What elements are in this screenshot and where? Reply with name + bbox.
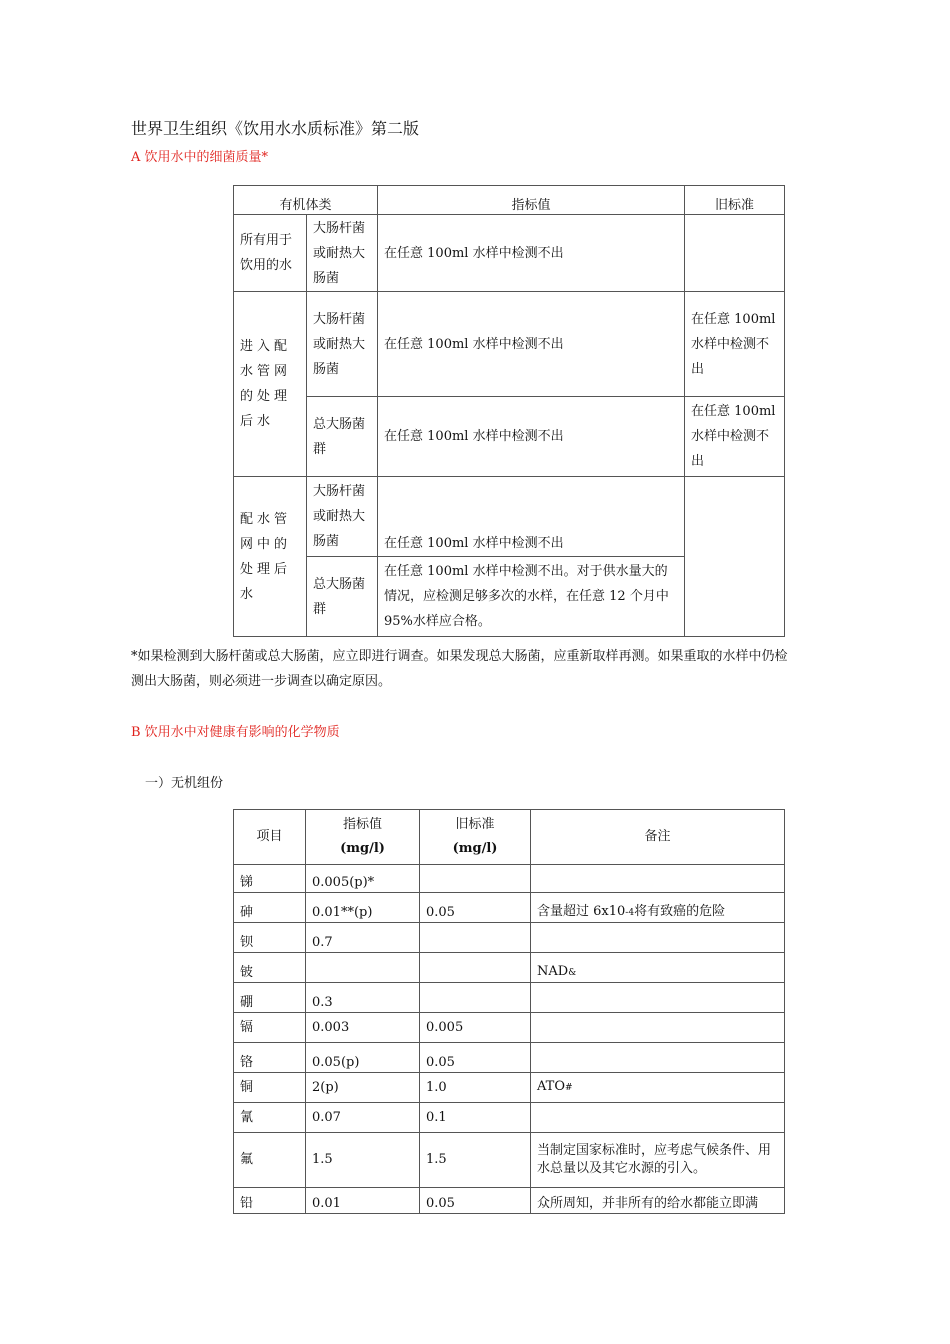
table-row (234, 397, 785, 477)
remark-cell (531, 953, 785, 983)
old-standard-cell: 0.1 (420, 1103, 531, 1133)
remark-cell (531, 923, 785, 953)
table-row (234, 953, 785, 983)
old-standard-cell: 1.5 (420, 1133, 531, 1188)
table-row (234, 983, 785, 1013)
value-cell: 0.05(p) (306, 1043, 420, 1073)
table-row (234, 1073, 785, 1103)
remark-cell (531, 1013, 785, 1043)
value-cell: 在任意 100ml 水样中检测不出。对于供水量大的情况，应检测足够多次的水样，在任意 12 个月中 95%水样应合格。 (378, 557, 685, 637)
value-cell: 0.01 (306, 1188, 420, 1214)
value-cell: 0.003 (306, 1013, 420, 1043)
old-standard-cell (685, 477, 785, 637)
header-old-unit: (mg/l) (452, 841, 498, 856)
value-cell: 0.7 (306, 923, 420, 953)
inorganic-chemicals-table (233, 809, 785, 1214)
document-title: 世界卫生组织《饮用水水质标准》第二版 (131, 119, 420, 138)
section-a-heading: A 饮用水中的细菌质量* (131, 150, 269, 165)
table-header-row (234, 186, 785, 215)
item-cell: 镉 (234, 1013, 306, 1043)
table-row (234, 1013, 785, 1043)
item-cell: 铜 (234, 1073, 306, 1103)
header-organism: 有机体类 (234, 186, 378, 215)
header-value-unit: (mg/l) (340, 841, 385, 856)
value-cell: 在任意 100ml 水样中检测不出 (378, 215, 685, 292)
organism-cell: 总大肠菌群 (307, 397, 378, 477)
value-cell: 在任意 100ml 水样中检测不出 (378, 292, 685, 397)
header-remark: 备注 (531, 810, 785, 865)
value-cell: 0.3 (306, 983, 420, 1013)
table-row (234, 292, 785, 397)
category-cell: 进入配水管网的处理后水 (234, 292, 307, 477)
table-row (234, 1103, 785, 1133)
old-standard-cell (420, 953, 531, 983)
remark-text: 众所周知，并非所有的给水都能立即满 (537, 1196, 759, 1211)
remark-text: 含量超过 6x10 (537, 904, 626, 919)
item-cell: 硼 (234, 983, 306, 1013)
table-row (234, 923, 785, 953)
remark-cell (531, 1103, 785, 1133)
old-standard-cell: 0.05 (420, 1043, 531, 1073)
header-old-standard: 旧标准 (685, 186, 785, 215)
remark-text: ATO (537, 1079, 566, 1094)
value-cell: 0.01**(p) (306, 893, 420, 923)
old-standard-cell: 1.0 (420, 1073, 531, 1103)
organism-cell: 大肠杆菌或耐热大肠菌 (307, 215, 378, 292)
item-cell: 氟 (234, 1133, 306, 1188)
table-row (234, 1188, 785, 1214)
value-cell: 在任意 100ml 水样中检测不出 (378, 477, 685, 557)
table-row (234, 215, 785, 292)
value-cell: 0.005(p)* (306, 865, 420, 893)
value-cell: 0.07 (306, 1103, 420, 1133)
old-standard-cell (420, 923, 531, 953)
bacteria-footnote: *如果检测到大肠杆菌或总大肠菌，应立即进行调查。如果发现总大肠菌，应重新取样再测。如果重取的水样中仍检测出大肠菌，则必须进一步调查以确定原因。 (131, 649, 788, 689)
table-row (234, 1043, 785, 1073)
header-old-label: 旧标准 (455, 817, 495, 832)
value-cell: 1.5 (306, 1133, 420, 1188)
value-cell (306, 953, 420, 983)
header-value: 指标值 (378, 186, 685, 215)
old-standard-cell (420, 983, 531, 1013)
item-cell: 铍 (234, 953, 306, 983)
item-cell: 钡 (234, 923, 306, 953)
bacteria-quality-table (233, 185, 785, 637)
old-standard-cell: 在任意 100ml 水样中检测不出 (685, 397, 785, 477)
remark-cell: 当制定国家标准时，应考虑气候条件、用水总量以及其它水源的引入。 (531, 1133, 785, 1188)
item-cell: 铬 (234, 1043, 306, 1073)
organism-cell: 大肠杆菌或耐热大肠菌 (307, 292, 378, 397)
remark-exponent: -4 (625, 908, 635, 918)
table-header-row (234, 810, 785, 865)
table-row (234, 893, 785, 923)
header-value-label: 指标值 (342, 817, 382, 832)
item-cell: 铅 (234, 1188, 306, 1214)
category-cell: 配水管网中的处理后水 (234, 477, 307, 637)
section-b-heading: B 饮用水中对健康有影响的化学物质 (131, 725, 340, 740)
header-item: 项目 (234, 810, 306, 865)
value-cell: 2(p) (306, 1073, 420, 1103)
remark-text: NAD (537, 964, 569, 979)
table-row (234, 865, 785, 893)
organism-cell: 总大肠菌群 (307, 557, 378, 637)
remark-cell (531, 1043, 785, 1073)
table-row (234, 1133, 785, 1188)
old-standard-cell: 0.05 (420, 893, 531, 923)
header-old-standard (420, 810, 531, 865)
organism-cell: 大肠杆菌或耐热大肠菌 (307, 477, 378, 557)
remark-symbol: & (568, 968, 577, 978)
remark-symbol: # (565, 1083, 573, 1093)
remark-cell (531, 983, 785, 1013)
remark-cell (531, 865, 785, 893)
old-standard-cell: 0.005 (420, 1013, 531, 1043)
category-cell: 所有用于饮用的水 (234, 215, 307, 292)
header-value (306, 810, 420, 865)
old-standard-cell: 0.05 (420, 1188, 531, 1214)
old-standard-cell: 在任意 100ml 水样中检测不出 (685, 292, 785, 397)
remark-cell (531, 1188, 785, 1214)
item-cell: 氰 (234, 1103, 306, 1133)
item-cell: 砷 (234, 893, 306, 923)
old-standard-cell (420, 865, 531, 893)
inorganic-subheading: 一）无机组份 (145, 776, 224, 791)
remark-cell (531, 1073, 785, 1103)
remark-cell (531, 893, 785, 923)
remark-text-tail: 将有致癌的危险 (634, 904, 726, 919)
value-cell: 在任意 100ml 水样中检测不出 (378, 397, 685, 477)
item-cell: 锑 (234, 865, 306, 893)
table-row (234, 477, 785, 557)
old-standard-cell (685, 215, 785, 292)
